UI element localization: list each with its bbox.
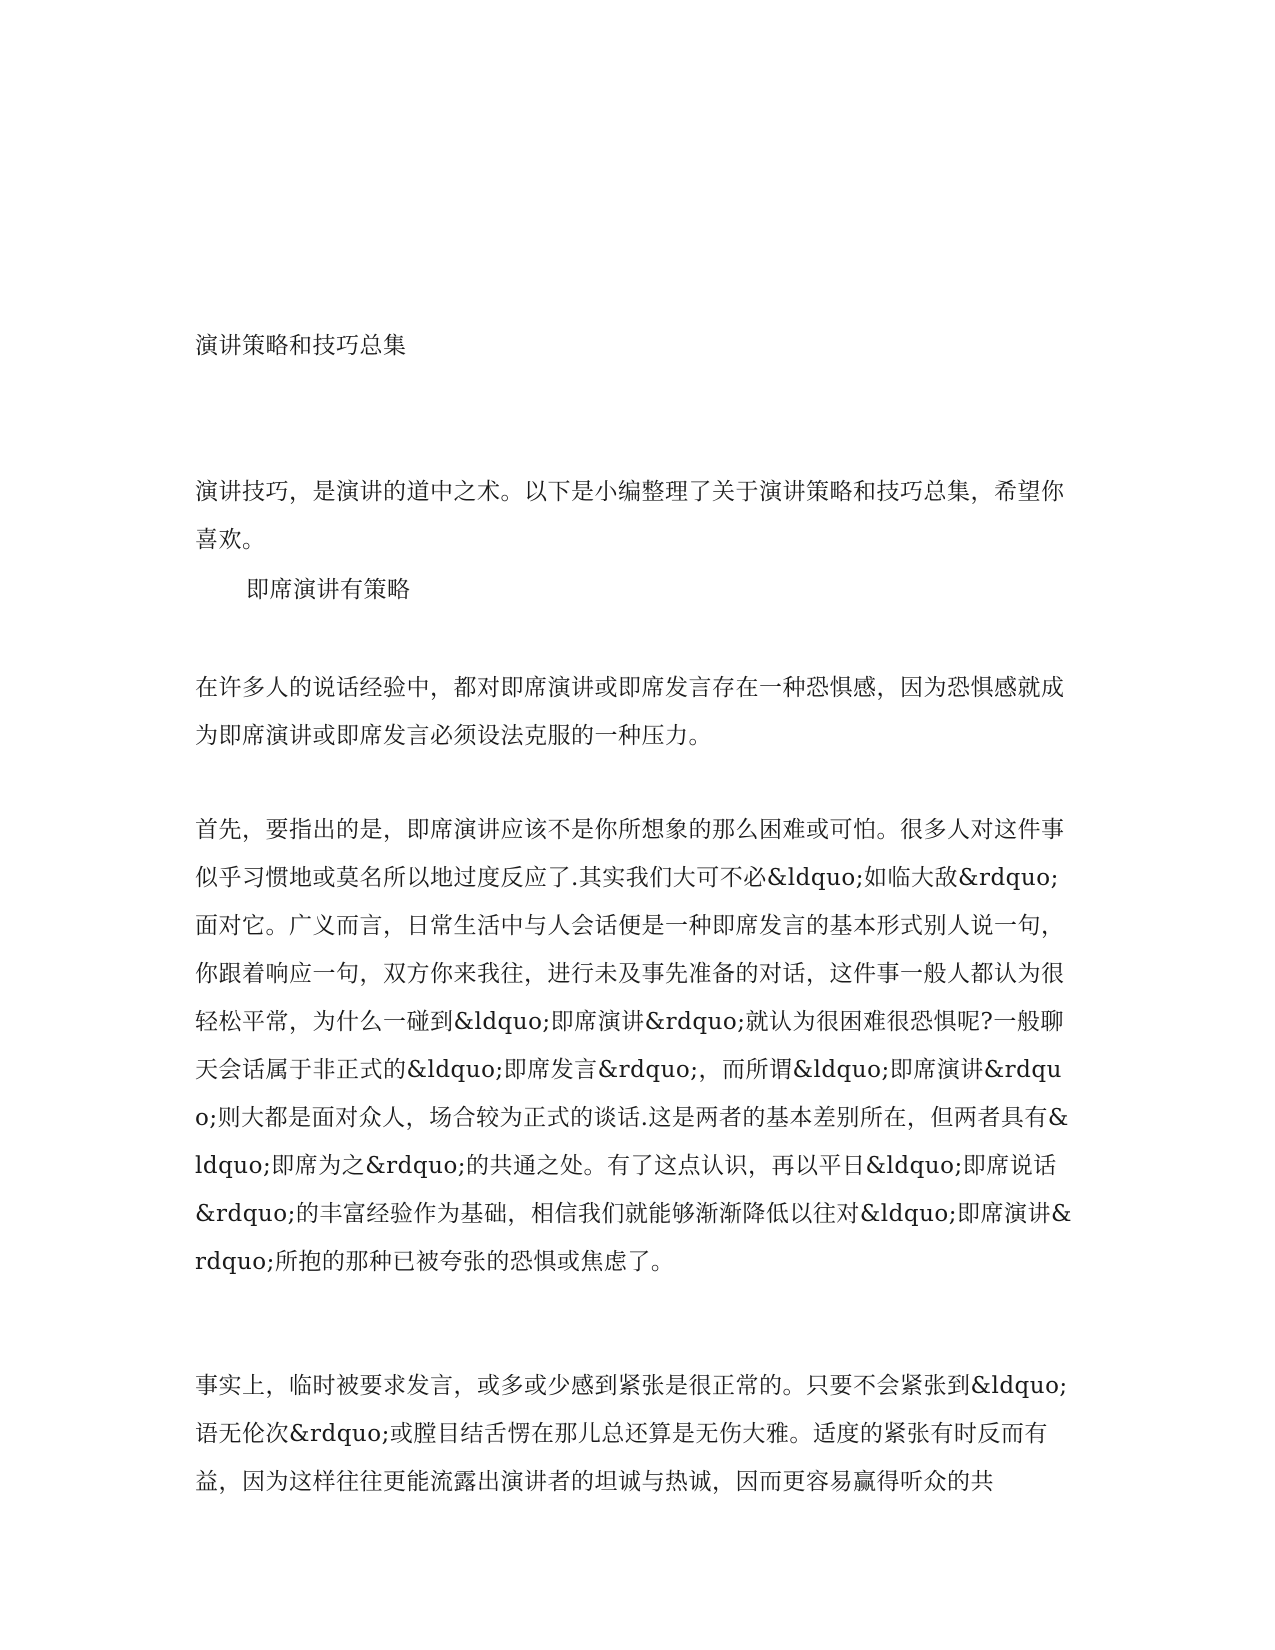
section-heading: 即席演讲有策略 xyxy=(246,577,411,603)
intro-paragraph: 演讲技巧，是演讲的道中之术。以下是小编整理了关于演讲策略和技巧总集，希望你喜欢。 xyxy=(195,479,1065,553)
body-paragraph-2: 首先，要指出的是，即席演讲应该不是你所想象的那么困难或可怕。很多人对这件事似乎习惯地或莫名所以地过度反应了.其实我们大可不必&ldquo;如临大敌&rdquo;面对它。广义而言，日常生活中与人会话便是一种即席发言的基本形式别人说一句，你跟着响应一句，双方你来我往，进行未及事先准备的对话，这件事一般人都认为很轻松平常，为什么一碰到&ldquo;即席演讲&rdquo;就认为很困难很恐惧呢?一般聊天会话属于非正式的&ldquo;即席发言&rdquo;，而所谓&ldquo;即席演讲&rdquo;则大都是面对众人，场合较为正式的谈话.这是两者的基本差别所在，但两者具有&ldquo;即席为之&rdquo;的共通之处。有了这点认识，再以平日&ldquo;即席说话&rdquo;的丰富经验作为基础，相信我们就能够渐渐降低以往对&ldquo;即席演讲&rdquo;所抱的那种已被夸张的恐惧或焦虑了。 xyxy=(195,817,1072,1275)
body-paragraph-3: 事实上，临时被要求发言，或多或少感到紧张是很正常的。只要不会紧张到&ldquo;语无伦次&rdquo;或膛目结舌愣在那儿总还算是无伤大雅。适度的紧张有时反而有益，因为这样往往更能流露出演讲者的坦诚与热诚，因而更容易赢得听众的共 xyxy=(195,1373,1068,1495)
document-title: 演讲策略和技巧总集 xyxy=(195,333,407,359)
body-paragraph-1: 在许多人的说话经验中，都对即席演讲或即席发言存在一种恐惧感，因为恐惧感就成为即席演讲或即席发言必须设法克服的一种压力。 xyxy=(195,675,1065,749)
